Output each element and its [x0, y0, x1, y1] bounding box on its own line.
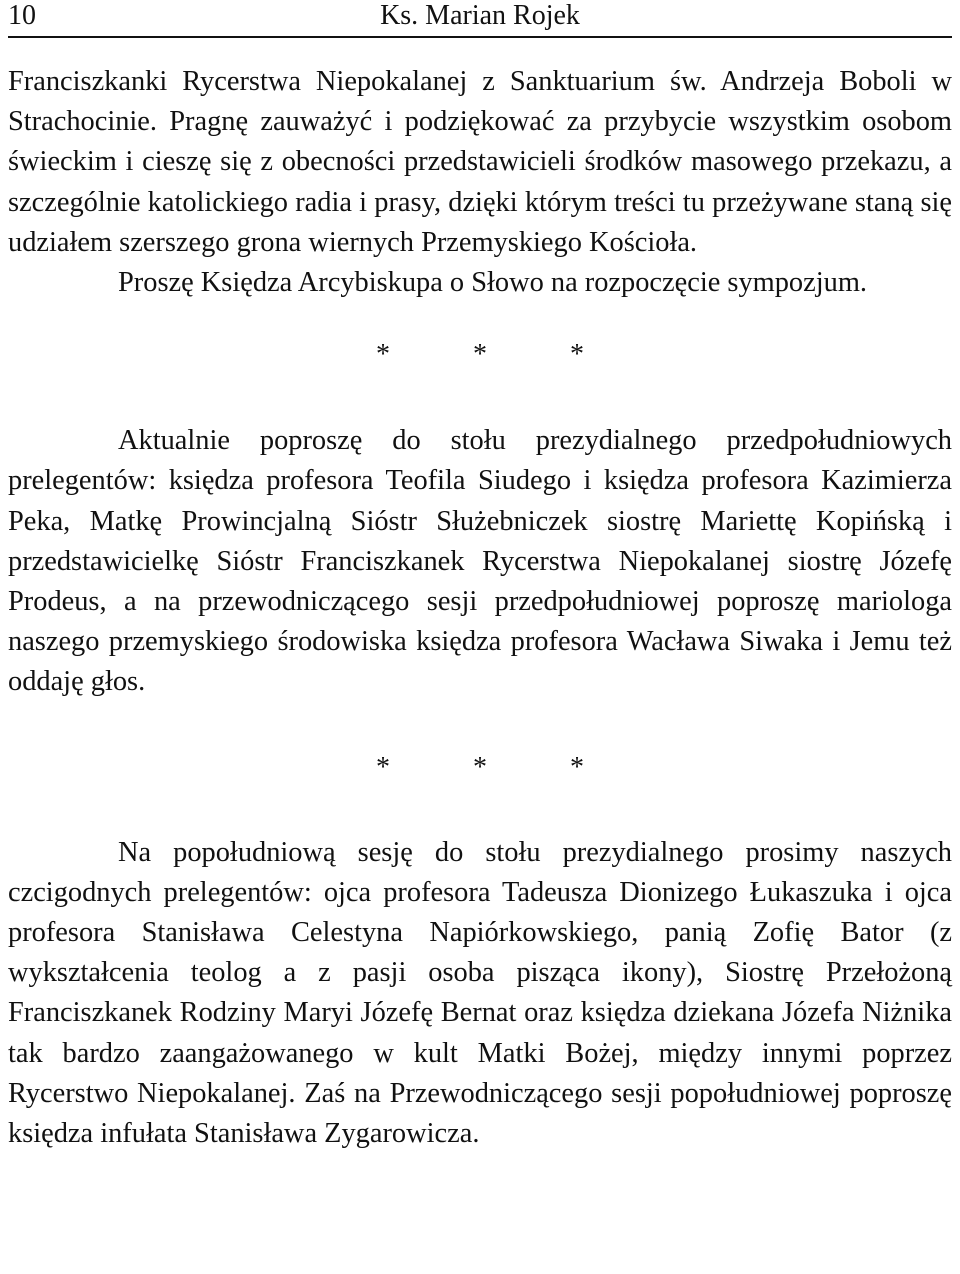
document-page — [8, 0, 952, 1154]
paragraph-morning-session: Aktualnie poproszę do stołu prezydialnego przedpołudniowych prelegentów: księdza profesora Teofila Siudego i księdza profesora Kazimierza Peka, Matkę Prowincjalną Sióstr Służebniczek siostrę Mariettę Kopińską i przedstawicielkę Sióstr Franciszkanek Rycerstwa Niepokalanej siostrę Józefę Prodeus, a na przewodniczącego sesji przedpołudniowej poproszę mariologa naszego przemyskiego środowiska księdza profesora Wacława Siwaka i Jemu też oddaję głos. — [8, 425, 952, 698]
paragraph-afternoon-session: Na popołudniową sesję do stołu prezydialnego prosimy naszych czcigodnych prelegentów: ojca profesora Tadeusza Dionizego Łukaszuka i ojca profesora Stanisława Celestyna Napiórkowskiego, panią Zofię Bator (z wykształcenia teolog a z pasji osoba pisząca ikony), Siostrę Przełożoną Franciszkanek Rodziny Maryi Józefę Bernat oraz księdza dziekana Józefa Niżnika tak bardzo zaangażowanego w kult Matki Bożej, między innymi poprzez Rycerstwo Niepokalanej. Zaś na Przewodniczącego sesji popołudniowej poproszę księdza infułata Stanisława Zygarowicza. — [8, 836, 952, 1150]
section-separator: * * * — [376, 339, 584, 371]
running-title: Ks. Marian Rojek — [380, 0, 580, 31]
page-number: 10 — [8, 0, 36, 31]
page-header — [8, 0, 952, 38]
section-separator: * * * — [376, 751, 584, 783]
paragraph-intro-continued: Franciszkanki Rycerstwa Niepokalanej z Sanktuarium św. Andrzeja Boboli w Strachocinie. Pragnę zauważyć i podziękować za przybycie wszystkim osobom świeckim i cieszę się z obecności przedstawicieli środków masowego przekazu, a szczególnie katolickiego radia i prasy, dzięki którym treści tu przeżywane staną się udziałem szerszego grona wiernych Przemyskiego Kościoła. — [8, 66, 952, 258]
document-body — [8, 62, 952, 1154]
paragraph-archbishop-request: Proszę Księdza Arcybiskupa o Słowo na rozpoczęcie sympozjum. — [118, 267, 867, 299]
